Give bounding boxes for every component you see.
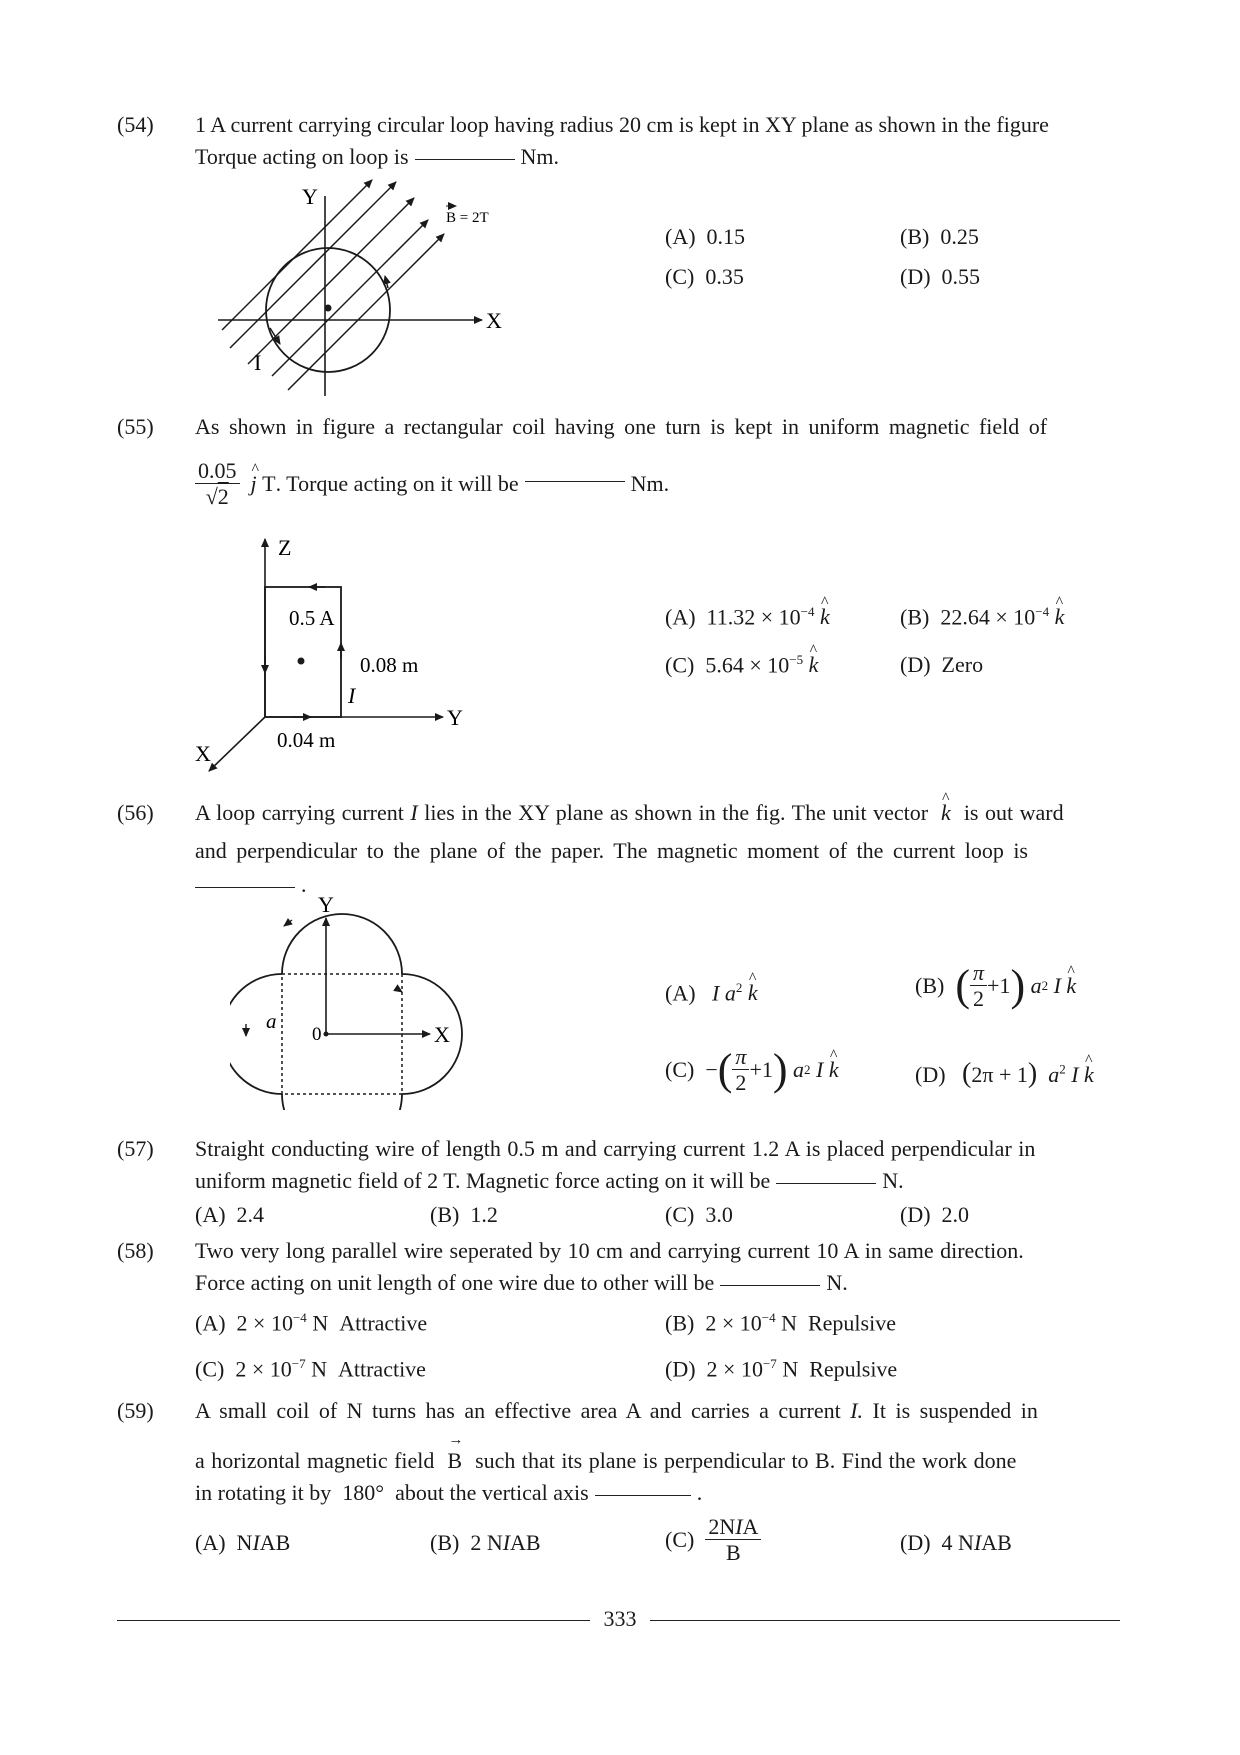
option-exponent: −7 — [762, 1356, 777, 1371]
option-value: 1.2 — [470, 1202, 498, 1227]
option-base: 10 — [1013, 604, 1036, 630]
q54-x-label: X — [486, 308, 502, 333]
option-value: 0.35 — [705, 264, 744, 289]
option-exponent: −4 — [761, 1310, 776, 1325]
q54-y-label: Y — [302, 184, 318, 209]
q59-text-part: It is suspended in — [872, 1398, 1038, 1423]
q59-option-c-fraction — [705, 1514, 761, 1566]
j-unit-vector: ^ j — [251, 471, 257, 497]
n-symbol: N — [236, 1530, 253, 1555]
q58-answer-blank — [720, 1285, 820, 1286]
times-sign: × — [251, 1356, 265, 1382]
q55-option-d[interactable] — [900, 652, 983, 678]
q55-z-label: Z — [278, 535, 292, 560]
q56-arc-left — [230, 974, 282, 1094]
two-n-symbol: 2 N — [470, 1530, 503, 1555]
sqrt-radicand: 2 — [217, 484, 229, 510]
times-sign: × — [721, 1310, 735, 1336]
option-label: (D) — [900, 1530, 931, 1555]
times-sign: × — [760, 604, 774, 630]
a-symbol: a — [1030, 972, 1042, 998]
q59-number: (59) — [117, 1398, 154, 1423]
option-coefficient: 2 — [706, 1356, 718, 1382]
q59-text-line3 — [195, 1480, 702, 1506]
fraction-numerator: π — [732, 1044, 749, 1070]
q56-a-label: a — [266, 1009, 277, 1033]
k-unit-vector: ^ k — [829, 1057, 839, 1083]
times-sign: × — [253, 1310, 266, 1336]
option-coefficient: 2 — [236, 1310, 248, 1336]
q59-text-period: . — [696, 1480, 703, 1505]
b-symbol: B — [447, 1448, 463, 1473]
option-label: (D) — [900, 1202, 931, 1227]
q59-answer-blank — [595, 1495, 691, 1496]
option-label: (D) — [900, 652, 931, 677]
a-symbol: a — [793, 1056, 805, 1082]
q55-field-fraction — [195, 458, 240, 510]
q54-field-label: B = 2T — [446, 210, 489, 226]
q55-option-a[interactable] — [665, 604, 830, 630]
q55-text-line1: As shown in figure a rectangular coil having one turn is kept in uniform magnetic field of — [195, 414, 1048, 439]
current-symbol: I — [973, 1530, 982, 1555]
q54-option-a[interactable] — [665, 224, 745, 250]
fraction-denominator: B — [726, 1540, 741, 1566]
exponent: 2 — [735, 980, 743, 995]
q58-text-line2 — [195, 1270, 848, 1296]
q57-answer-blank — [776, 1183, 876, 1184]
q59-text-part: A small coil of N turns has an effective area A and carries a current — [195, 1398, 841, 1423]
q55-center-dot — [298, 658, 305, 665]
q55-number: (55) — [117, 414, 154, 439]
option-label: (D) — [915, 1062, 946, 1087]
a-symbol: A — [742, 1514, 759, 1539]
q58-number: (58) — [117, 1238, 154, 1263]
q56-arc-top — [282, 914, 402, 974]
current-symbol: I — [1053, 972, 1061, 998]
option-label: (B) — [900, 604, 930, 630]
q55-y-label: Y — [447, 705, 463, 730]
q55-height-label: 0.08 m — [360, 653, 419, 677]
q59-text-part: about the vertical axis — [395, 1480, 589, 1505]
option-kind: Attractive — [337, 1356, 426, 1382]
vector-arrow-icon: → — [448, 1432, 464, 1448]
q59-option-a[interactable] — [195, 1530, 290, 1556]
option-unit: N — [311, 1356, 327, 1382]
q56-text-line1 — [195, 800, 1064, 826]
option-value: 0.15 — [706, 224, 746, 249]
option-base: 10 — [778, 604, 801, 630]
current-symbol: I — [735, 1514, 743, 1539]
current-symbol: I. — [850, 1398, 864, 1423]
fraction-denominator: 2 — [973, 986, 984, 1012]
footer-rule-right — [650, 1620, 1120, 1621]
fraction-denominator: √2 — [205, 484, 229, 510]
option-label: (B) — [430, 1202, 460, 1227]
option-kind: Repulsive — [809, 1356, 898, 1382]
k-unit-vector: ^ k — [1055, 604, 1065, 630]
k-unit-vector: ^ k — [1084, 1062, 1094, 1088]
option-exponent: −4 — [292, 1310, 307, 1325]
q55-current-value: 0.5 A — [289, 606, 335, 630]
option-value: 2.4 — [236, 1202, 265, 1227]
option-value: 3.0 — [705, 1202, 733, 1227]
q56-text-part: lies in the XY plane as shown in the fig. The unit vector — [424, 800, 929, 825]
paren-open: ( — [717, 1045, 733, 1095]
option-base: 10 — [740, 1356, 763, 1382]
paren-close: ) — [1010, 961, 1026, 1011]
option-base: 10 — [270, 1310, 293, 1336]
option-coefficient: 2 — [235, 1356, 247, 1382]
footer-rule-left — [117, 1620, 590, 1621]
current-symbol: I — [712, 980, 720, 1006]
option-label: (B) — [430, 1530, 460, 1555]
option-base: 10 — [739, 1310, 762, 1336]
q55-figure — [185, 535, 485, 775]
q59-option-d[interactable] — [900, 1530, 1012, 1556]
tesla-unit: T — [262, 470, 276, 496]
ab-symbol: AB — [510, 1530, 541, 1555]
q56-current-arrow — [284, 920, 292, 926]
q57-text-line2b: N. — [882, 1168, 904, 1193]
option-label: (B) — [915, 972, 945, 998]
current-symbol: I — [1071, 1062, 1079, 1087]
option-exponent: −5 — [789, 652, 804, 667]
fraction-numerator — [705, 1514, 761, 1540]
q54-number: (54) — [117, 112, 154, 137]
q55-text-line2 — [195, 458, 669, 510]
exponent: 2 — [804, 1061, 811, 1077]
k-unit-vector: ^ k — [1066, 973, 1076, 999]
q56-option-b[interactable] — [915, 960, 1076, 1012]
q55-current-label: I — [348, 683, 356, 708]
q59-text-part: in rotating it by — [195, 1480, 332, 1505]
pi-over-2 — [732, 1044, 749, 1096]
pi-over-2 — [970, 960, 987, 1012]
option-label: (B) — [900, 224, 930, 249]
q59-option-c[interactable] — [665, 1514, 761, 1566]
q55-option-b[interactable] — [900, 604, 1064, 630]
q58-option-b[interactable] — [665, 1310, 896, 1336]
option-mantissa: 11.32 — [706, 604, 756, 630]
q57-text-line2 — [195, 1168, 904, 1194]
q55-width-label: 0.04 m — [277, 728, 336, 752]
current-symbol: I — [816, 1056, 824, 1082]
q56-option-a[interactable] — [665, 980, 758, 1006]
a-symbol: a — [1048, 1062, 1060, 1087]
q56-text-part: A loop carrying current — [195, 800, 404, 825]
paren-open: ( — [962, 1058, 972, 1089]
option-label: (C) — [665, 1056, 695, 1082]
q59-text-part: a horizontal magnetic field — [195, 1448, 435, 1473]
option-exponent: −4 — [800, 604, 815, 619]
q54-field-line — [272, 220, 428, 376]
option-label: (D) — [900, 264, 931, 289]
q58-text-line1: Two very long parallel wire seperated by 10 cm and carrying current 10 A in same direction. — [195, 1238, 1024, 1263]
option-base: 10 — [767, 652, 790, 678]
q54-text-line2b: Nm. — [520, 144, 560, 169]
option-value: 2.0 — [941, 1202, 970, 1227]
q56-figure — [230, 890, 470, 1110]
q54-text-line1: 1 A current carrying circular loop having radius 20 cm is kept in XY plane as shown in the figure — [195, 112, 1049, 137]
q55-text-line2a: . Torque acting on it will be — [275, 470, 519, 496]
option-mantissa: 5.64 — [705, 652, 744, 678]
q56-number: (56) — [117, 800, 154, 825]
q57-option-c[interactable] — [665, 1202, 733, 1228]
k-unit-vector: ^ k — [809, 652, 819, 678]
q59-option-b[interactable] — [430, 1530, 541, 1556]
option-value: Zero — [941, 652, 984, 677]
q54-option-c[interactable] — [665, 264, 744, 290]
minus-sign: − — [705, 1056, 718, 1082]
ab-symbol: AB — [981, 1530, 1012, 1555]
option-label: (A) — [665, 224, 696, 249]
q56-x-label: X — [434, 1022, 450, 1047]
exponent: 2 — [1059, 1061, 1066, 1077]
option-value: 0.55 — [941, 264, 981, 289]
option-label: (A) — [195, 1202, 226, 1227]
q56-origin-dot — [324, 1032, 329, 1037]
four-n-symbol: 4 N — [941, 1530, 974, 1555]
option-kind: Repulsive — [807, 1310, 896, 1336]
q54-field-line — [288, 234, 444, 390]
q54-option-d[interactable] — [900, 264, 980, 290]
q59-text-part: such that its plane is perpendicular to B. Find the work done — [475, 1448, 1017, 1473]
option-unit: N — [312, 1310, 329, 1336]
times-sign: × — [995, 604, 1008, 630]
current-symbol: I — [502, 1530, 511, 1555]
option-value: 0.25 — [940, 224, 979, 249]
option-base: 10 — [269, 1356, 292, 1382]
q58-option-d[interactable] — [665, 1356, 897, 1382]
paren-open: ( — [955, 961, 970, 1011]
plus-one: +1 — [749, 1056, 773, 1082]
option-label: (C) — [665, 264, 695, 289]
angle-value: 180° — [342, 1480, 385, 1505]
q55-x-label: X — [195, 741, 211, 766]
option-kind: Attractive — [339, 1310, 428, 1336]
q57-number: (57) — [117, 1136, 154, 1161]
option-unit: N — [781, 1310, 797, 1336]
current-symbol: I — [252, 1530, 260, 1555]
plus-one: +1 — [987, 972, 1011, 998]
page-number: 333 — [603, 1606, 637, 1631]
q55-option-c[interactable] — [665, 652, 818, 678]
current-symbol: I — [410, 800, 418, 825]
option-label: (B) — [665, 1310, 695, 1336]
q56-arc-bottom — [282, 1094, 402, 1110]
ab-symbol: AB — [259, 1530, 291, 1555]
option-mantissa: 22.64 — [940, 604, 990, 630]
k-unit-vector: ^ k — [941, 800, 951, 826]
q56-answer-blank — [195, 887, 295, 888]
q54-field-line — [222, 180, 372, 330]
q56-origin-label: 0 — [312, 1024, 322, 1045]
q56-option-c[interactable] — [665, 1044, 839, 1096]
option-label: (A) — [195, 1530, 226, 1555]
q56-y-label: Y — [318, 892, 334, 917]
q54-text-line2 — [195, 144, 559, 170]
paren-close: ) — [1027, 1058, 1038, 1089]
q58-text-line2b: N. — [826, 1270, 848, 1295]
a-symbol: a — [724, 980, 736, 1006]
option-label: (C) — [665, 652, 695, 678]
two-n-symbol: 2N — [708, 1514, 736, 1539]
option-label: (C) — [665, 1202, 695, 1227]
q58-option-c[interactable] — [195, 1356, 426, 1382]
q57-text-line1: Straight conducting wire of length 0.5 m and carrying current 1.2 A is placed perpendicular in — [195, 1136, 1036, 1161]
q56-text-line2: and perpendicular to the plane of the paper. The magnetic moment of the current loop is — [195, 838, 1028, 863]
q54-answer-blank — [415, 159, 515, 160]
q56-current-arrow — [396, 988, 402, 992]
exponent: 2 — [1041, 977, 1049, 993]
option-label: (D) — [665, 1356, 696, 1382]
fraction-numerator: 0.05 — [195, 458, 240, 484]
k-unit-vector: ^ k — [748, 980, 758, 1006]
fraction-numerator: π — [970, 960, 987, 986]
q56-text-part: is out ward — [963, 800, 1064, 825]
q54-figure — [200, 178, 520, 403]
q57-text-line2a: uniform magnetic field of 2 T. Magnetic force acting on it will be — [195, 1168, 771, 1193]
q56-text-period: . — [301, 872, 307, 897]
q54-option-b[interactable] — [900, 224, 979, 250]
q55-answer-blank — [525, 481, 625, 482]
q54-center-dot — [325, 305, 332, 312]
k-unit-vector: ^ k — [820, 604, 830, 630]
q54-text-line2a: Torque acting on loop is — [195, 144, 409, 169]
q57-option-d[interactable] — [900, 1202, 969, 1228]
option-exponent: −7 — [291, 1356, 306, 1371]
option-coefficient: 2 — [705, 1310, 717, 1336]
q55-x-axis — [209, 717, 265, 771]
option-label: (C) — [665, 1526, 695, 1552]
paren-close: ) — [772, 1045, 788, 1095]
option-label: (A) — [665, 980, 696, 1006]
q56-option-d[interactable] — [915, 1058, 1094, 1090]
b-vector — [447, 1432, 464, 1474]
q58-option-a[interactable] — [195, 1310, 427, 1336]
q55-text-line2b: Nm. — [630, 470, 670, 496]
q58-text-line2a: Force acting on unit length of one wire due to other will be — [195, 1270, 715, 1295]
option-label: (A) — [195, 1310, 226, 1336]
q59-text-line1 — [195, 1398, 1038, 1424]
option-exponent: −4 — [1035, 604, 1050, 619]
q59-text-line2 — [195, 1432, 1017, 1474]
option-label: (A) — [665, 604, 696, 630]
two-pi-plus-one: 2π + 1 — [971, 1062, 1028, 1087]
times-sign: × — [749, 652, 762, 678]
option-label: (C) — [195, 1356, 225, 1382]
q54-current-label: I — [254, 350, 262, 375]
fraction-denominator: 2 — [735, 1070, 747, 1096]
option-unit: N — [782, 1356, 799, 1382]
times-sign: × — [723, 1356, 736, 1382]
q57-option-a[interactable] — [195, 1202, 264, 1228]
q57-option-b[interactable] — [430, 1202, 498, 1228]
